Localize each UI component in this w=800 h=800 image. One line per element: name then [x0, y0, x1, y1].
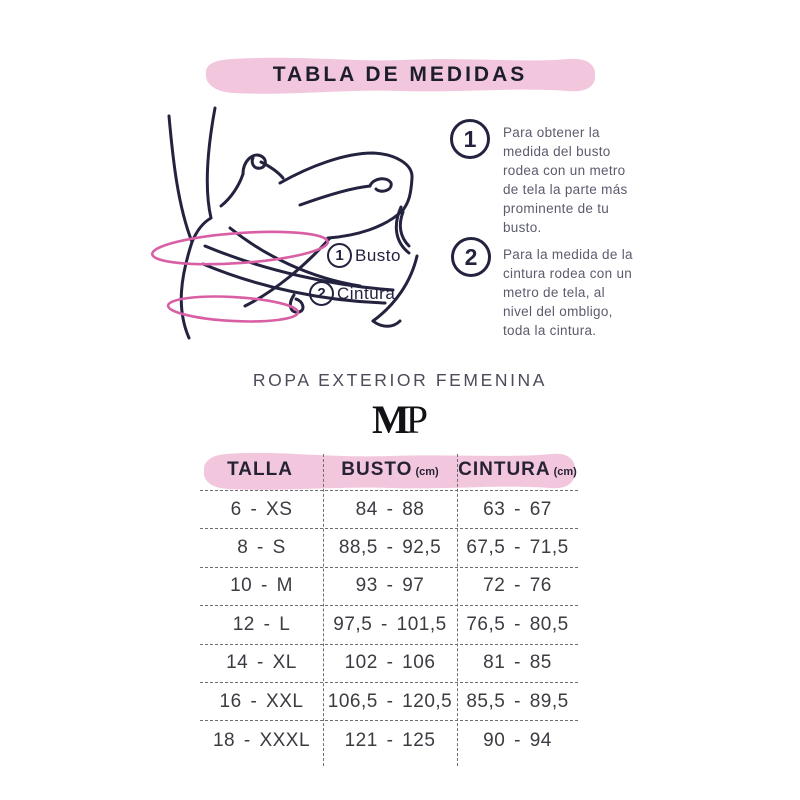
header-busto: [323, 459, 457, 481]
table-row: [200, 529, 578, 567]
cell-busto: 93 - 97: [355, 575, 425, 597]
arm-right-top-line: [280, 153, 412, 210]
waist-number-badge: 2: [309, 281, 334, 306]
cell-busto: 102 - 106: [344, 652, 436, 674]
cell-talla: 18 - XXXL: [212, 729, 311, 751]
cell-talla: 14 - XL: [226, 652, 297, 674]
hand-loop: [370, 179, 391, 192]
size-table: [200, 450, 578, 760]
cell-talla: 16 - XXL: [219, 690, 304, 712]
neck-line: [243, 155, 265, 174]
arm-left-line: [169, 116, 192, 242]
table-header-row: [200, 450, 578, 490]
column-divider-2: [457, 454, 458, 766]
arm-right-under-line: [300, 186, 370, 205]
waist-label-text: Cintura: [337, 283, 396, 303]
torso-left-line: [181, 242, 192, 338]
header-cintura-unit: (cm): [553, 466, 577, 478]
waist-label: [309, 281, 395, 306]
cell-talla: 12 - L: [232, 613, 291, 635]
cell-cintura: 90 - 94: [483, 729, 552, 751]
cell-busto: 88,5 - 92,5: [338, 537, 442, 559]
figure-illustration: [145, 106, 445, 354]
brand-monogram: [0, 397, 800, 442]
bust-label-text: Busto: [355, 245, 401, 265]
cell-cintura: 85,5 - 89,5: [466, 690, 569, 712]
neck-right-line: [261, 162, 283, 178]
waist-measure-ellipse: [167, 294, 298, 325]
brand-letter-p: P: [405, 397, 428, 442]
cell-busto: 97,5 - 101,5: [333, 613, 447, 635]
table-body: [200, 490, 578, 760]
neck-left-line: [221, 174, 243, 206]
table-row: [200, 606, 578, 644]
bust-label: [327, 243, 401, 268]
cell-cintura: 63 - 67: [483, 498, 552, 520]
cell-busto: 121 - 125: [344, 729, 436, 751]
arm-right-forearm-line: [328, 210, 403, 238]
header-talla: [200, 459, 323, 481]
header-busto-unit: (cm): [415, 466, 439, 478]
cell-cintura: 81 - 85: [483, 652, 552, 674]
arm-left-inner-line: [207, 108, 215, 218]
table-row: [200, 568, 578, 606]
cell-busto: 106,5 - 120,5: [327, 690, 453, 712]
cell-cintura: 72 - 76: [483, 575, 552, 597]
table-row: [200, 645, 578, 683]
header-cintura-label: CINTURA: [458, 459, 551, 480]
instruction-1-badge: 1: [450, 119, 490, 159]
bust-number-badge: 1: [327, 243, 352, 268]
cell-talla: 6 - XS: [230, 498, 293, 520]
hip-line: [373, 321, 400, 326]
header-talla-label: TALLA: [227, 459, 293, 480]
brand-letter-m: M: [371, 397, 410, 442]
instruction-2-text: Para la medida de la cintura rodea con un metro de tela, al nivel del ombligo, toda la cintura.: [503, 247, 633, 338]
cell-talla: 10 - M: [230, 575, 293, 597]
table-row: [200, 721, 578, 759]
instruction-1-text: Para obtener la medida del busto rodea con un metro de tela la parte más prominente de tu busto.: [503, 125, 628, 235]
header-busto-label: BUSTO: [341, 459, 413, 480]
cell-cintura: 76,5 - 80,5: [466, 613, 569, 635]
column-divider-1: [323, 454, 324, 766]
bra-cup-inner-line: [400, 212, 409, 246]
table-row: [200, 683, 578, 721]
page-title: [202, 55, 598, 95]
section-title: ROPA EXTERIOR FEMENINA: [252, 370, 548, 390]
cell-cintura: 67,5 - 71,5: [466, 537, 569, 559]
header-cintura: [457, 459, 578, 481]
table-row: [200, 491, 578, 529]
instruction-2-badge: 2: [451, 237, 491, 277]
cell-busto: 84 - 88: [355, 498, 425, 520]
page-title-text: TABLA DE MEDIDAS: [272, 63, 528, 86]
bust-measure-ellipse: [151, 227, 329, 269]
cell-talla: 8 - S: [237, 537, 286, 559]
